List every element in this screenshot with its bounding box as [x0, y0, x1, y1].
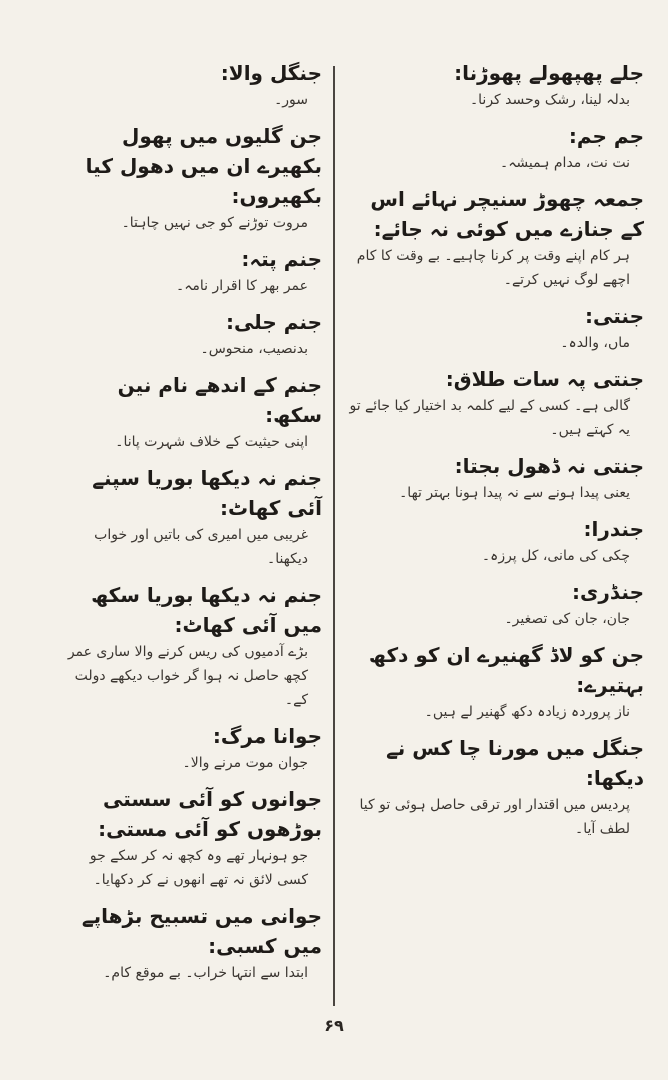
entry-term: جنم جلی:	[225, 310, 322, 334]
dictionary-entry	[60, 244, 322, 298]
dictionary-entry	[348, 121, 644, 175]
entry-term: جنگل والا:	[220, 61, 322, 85]
dictionary-entry	[60, 580, 322, 712]
dictionary-entry	[60, 121, 322, 235]
entry-term: جنم نہ دیکھا بوریا سکھ میں آئی کھاٹ:	[91, 583, 322, 637]
dictionary-entry	[348, 733, 644, 841]
right-column	[348, 58, 644, 850]
dictionary-entry	[60, 307, 322, 361]
entry-meaning: ہر کام اپنے وقت پر کرنا چاہیے۔ بے وقت کا کام اچھے لوگ نہیں کرتے۔	[356, 248, 630, 288]
entry-term: جندرا:	[583, 517, 644, 541]
entry-term: جوانا مرگ:	[212, 724, 322, 748]
entry-meaning: گالی ہے۔ کسی کے لیے کلمہ بد اختیار کیا جائے تو یہ کہتے ہیں۔	[349, 398, 630, 438]
entry-term: جنڈری:	[572, 580, 644, 604]
entry-term: جوانوں کو آئی سستی بوڑھوں کو آئی مستی:	[98, 787, 322, 841]
dictionary-entry	[60, 463, 322, 571]
dictionary-entry	[60, 784, 322, 892]
left-column	[60, 58, 322, 994]
dictionary-entry	[348, 184, 644, 292]
dictionary-entry	[60, 721, 322, 775]
dictionary-entry	[348, 58, 644, 112]
entry-meaning: پردیس میں اقتدار اور ترقی حاصل ہوئی تو کیا لطف آیا۔	[359, 797, 630, 837]
entry-term: جنم پتہ:	[241, 247, 322, 271]
entry-term: جنتی پہ سات طلاق:	[445, 367, 644, 391]
dictionary-entry	[348, 364, 644, 442]
entry-term: جوانی میں تسبیح بڑھاپے میں کسبی:	[81, 904, 322, 958]
column-divider	[333, 66, 335, 1006]
dictionary-entry	[348, 514, 644, 568]
entry-term: جنتی نہ ڈھول بجتا:	[454, 454, 644, 478]
entry-term: جلے پھپھولے پھوڑنا:	[454, 61, 644, 85]
entry-meaning: ناز پروردہ زیادہ دکھ گھنیر لے ہیں۔	[424, 704, 630, 720]
entry-term: جمعہ چھوڑ سنیچر نہائے اس کے جنازے میں کوئی نہ جائے:	[370, 187, 644, 241]
entry-meaning: جوان موت مرنے والا۔	[182, 755, 308, 771]
entry-term: جنم کے اندھے نام نین سکھ:	[117, 373, 322, 427]
entry-term: جنتی:	[585, 304, 644, 328]
entry-meaning: ابتدا سے انتہا خراب۔ بے موقع کام۔	[103, 965, 308, 981]
entry-meaning: بدلہ لینا، رشک وحسد کرنا۔	[469, 92, 630, 108]
dictionary-entry	[348, 301, 644, 355]
entry-meaning: غریبی میں امیری کی باتیں اور خواب دیکھنا۔	[94, 527, 308, 567]
entry-term: جنم نہ دیکھا بوریا سپنے آئی کھاٹ:	[92, 466, 322, 520]
dictionary-entry	[348, 451, 644, 505]
dictionary-entry	[60, 58, 322, 112]
entry-meaning: ماں، والدہ۔	[560, 335, 630, 351]
entry-meaning: یعنی پیدا ہونے سے نہ پیدا ہونا بہتر تھا۔	[399, 485, 630, 501]
entry-term: جنگل میں مورنا چا کس نے دیکھا:	[386, 736, 644, 790]
entry-meaning: سور۔	[274, 92, 308, 108]
entry-meaning: جو ہونہار تھے وہ کچھ نہ کر سکے جو کسی لائق نہ تھے انھوں نے کر دکھایا۔	[89, 848, 308, 888]
entry-term: جن گلیوں میں پھول بکھیرے ان میں دھول کیا بکھیروں:	[85, 124, 322, 208]
entry-meaning: عمر بھر کا اقرار نامہ۔	[175, 278, 308, 294]
dictionary-entry	[60, 901, 322, 985]
entry-term: جن کو لاڈ گھنیرے ان کو دکھ بہتیرے:	[368, 643, 644, 697]
entry-term: جم جم:	[568, 124, 644, 148]
entry-meaning: مروت توڑنے کو جی نہیں چاہتا۔	[121, 215, 308, 231]
entry-meaning: جان، جان کی تصغیر۔	[504, 611, 630, 627]
entry-meaning: اپنی حیثیت کے خلاف شہرت پانا۔	[115, 434, 308, 450]
entry-meaning: چکی کی مانی، کل پرزہ۔	[481, 548, 630, 564]
entry-meaning: بدنصیب، منحوس۔	[200, 341, 308, 357]
page-number: ۶۹	[324, 1016, 344, 1035]
dictionary-entry	[348, 640, 644, 724]
dictionary-entry	[60, 370, 322, 454]
entry-meaning: نت نت، مدام ہمیشہ۔	[500, 155, 630, 171]
dictionary-entry	[348, 577, 644, 631]
entry-meaning: بڑے آدمیوں کی ریس کرنے والا ساری عمر کچھ حاصل نہ ہوا گر خواب دیکھے دولت کے۔	[67, 644, 308, 708]
